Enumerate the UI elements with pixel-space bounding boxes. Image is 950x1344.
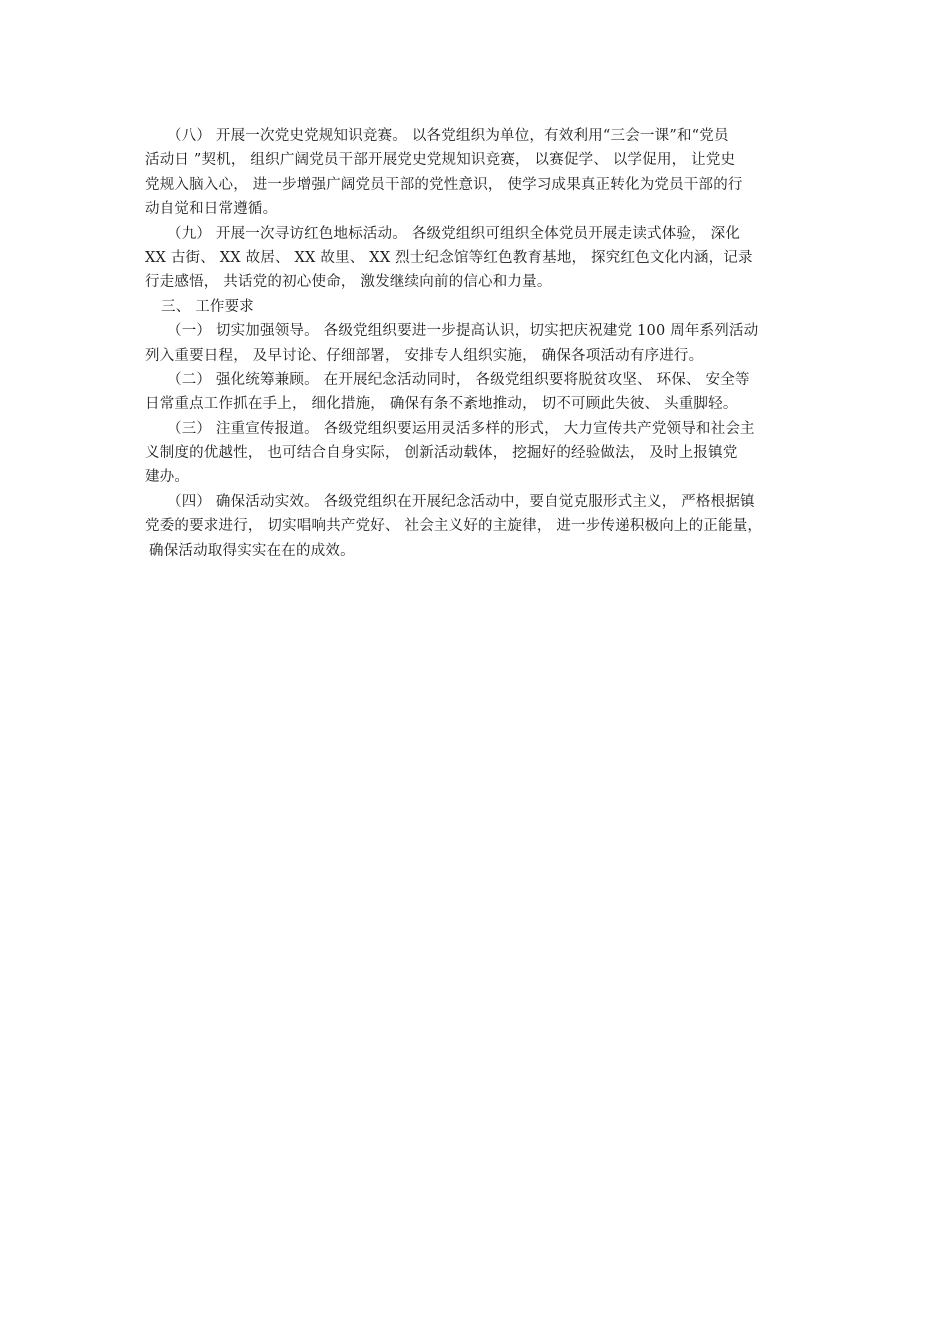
text-line: 党委的要求进行， 切实唱响共产党好、 社会主义好的主旋律， 进一步传递积极向上的正能量，	[145, 518, 763, 535]
text-line: XX 古街、 XX 故居、 XX 故里、 XX 烈士纪念馆等红色教育基地， 探究红色文化内涵，记录	[145, 249, 753, 266]
text-line: 动自觉和日常遵循。	[145, 201, 278, 218]
text-line: 行走感悟， 共话党的初心使命， 激发继续向前的信心和力量。	[145, 274, 552, 291]
text-line: 列入重要日程， 及早讨论、仔细部署， 安排专人组织实施， 确保各项活动有序进行。	[145, 347, 704, 364]
text-line: 日常重点工作抓在手上， 细化措施， 确保有条不紊地推动， 切不可顾此失彼、 头重脚轻。	[145, 396, 738, 413]
text-line: （二） 强化统筹兼顾。 在开展纪念活动同时， 各级党组织要将脱贫攻坚、 环保、 安全等	[167, 371, 750, 388]
text-line: 建办。	[145, 469, 190, 486]
text-line: （四） 确保活动实效。 各级党组织在开展纪念活动中，要自觉克服形式主义， 严格根据镇	[167, 493, 755, 510]
text-line: （九） 开展一次寻访红色地标活动。 各级党组织可组织全体党员开展走读式体验， 深化	[167, 225, 741, 242]
paragraph-requirement-1	[145, 319, 825, 368]
text-line: 义制度的优越性， 也可结合自身实际， 创新活动载体， 挖掘好的经验做法， 及时上报镇党	[145, 445, 738, 462]
paragraph-requirement-2	[145, 368, 825, 417]
document-body	[145, 124, 825, 563]
section-title: 三、 工作要求	[161, 298, 255, 315]
text-line: 确保活动取得实实在在的成效。	[149, 542, 355, 559]
text-line: 活动日 ”契机， 组织广阔党员干部开展党史党规知识竞赛， 以赛促学、 以学促用， 让党史	[145, 152, 736, 169]
paragraph-item-8	[145, 124, 825, 222]
paragraph-requirement-3	[145, 417, 825, 490]
text-line: （一） 切实加强领导。 各级党组织要进一步提高认识，切实把庆祝建党 100 周年系列活动	[167, 323, 759, 340]
text-line: （八） 开展一次党史党规知识竞赛。 以各党组织为单位，有效利用“三会一课”和“党员	[167, 128, 729, 144]
paragraph-item-9	[145, 222, 825, 295]
paragraph-requirement-4	[145, 490, 825, 563]
section-heading	[145, 295, 825, 319]
text-line: 党规入脑入心， 进一步增强广阔党员干部的党性意识， 使学习成果真正转化为党员干部的行	[145, 176, 743, 193]
text-line: （三） 注重宣传报道。 各级党组织要运用灵活多样的形式， 大力宣传共产党领导和社会主	[167, 420, 755, 437]
